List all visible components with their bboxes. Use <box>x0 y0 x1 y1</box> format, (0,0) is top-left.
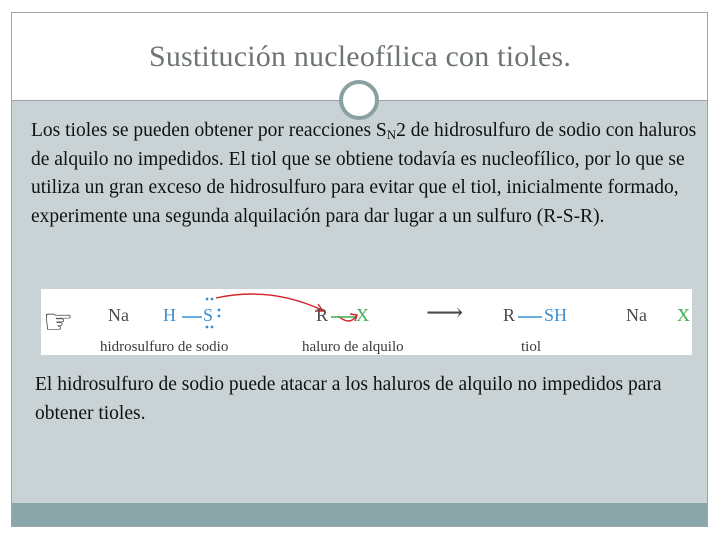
pointing-hand-icon: ☞ <box>43 302 74 342</box>
paragraph-1-start: Los tioles se pueden obtener por reacciones S <box>31 120 387 141</box>
reaction-arrow: ⟶ <box>426 298 464 327</box>
sodium-ion-product: Na <box>626 305 647 325</box>
hydrogen-atom: H <box>163 305 176 325</box>
paragraph-1 <box>31 117 711 231</box>
r-x-bond <box>331 313 355 321</box>
halide-ion-product: X <box>677 305 690 325</box>
thiol-alkyl-group: R <box>503 305 516 325</box>
sulfur-atom: S <box>203 305 214 325</box>
alkyl-group: R <box>316 305 329 325</box>
label-haluro: haluro de alquilo <box>302 339 404 355</box>
paragraph-1-end: 2 de hidrosulfuro de sodio con haluros de alquilo no impedidos. El tiol que se obtiene todavía es nucleofílico, por lo que se utiliza un gran exceso de hidrosulfuro para evitar que el tiol, inicialmente formado, experimente una segunda alquilación para dar lugar a un sulfuro (R-S-R). <box>31 120 697 227</box>
slide-title: Sustitución nucleofílica con tioles. <box>148 40 572 73</box>
footer-bar <box>12 503 707 526</box>
curved-arrow-icon <box>210 290 360 330</box>
r-sh-bond <box>518 313 542 321</box>
thiol-group: SH <box>544 305 568 325</box>
sodium-ion: Na <box>108 305 129 325</box>
paragraph-1-subscript: N <box>386 127 397 142</box>
halogen-atom: X <box>356 305 369 325</box>
label-hidrosulfuro: hidrosulfuro de sodio <box>100 339 229 355</box>
paragraph-2: El hidrosulfuro de sodio puede atacar a los haluros de alquilo no impedidos para obtener tioles. <box>35 374 662 424</box>
divider-circle-icon <box>339 80 379 120</box>
label-tiol: tiol <box>521 339 542 355</box>
